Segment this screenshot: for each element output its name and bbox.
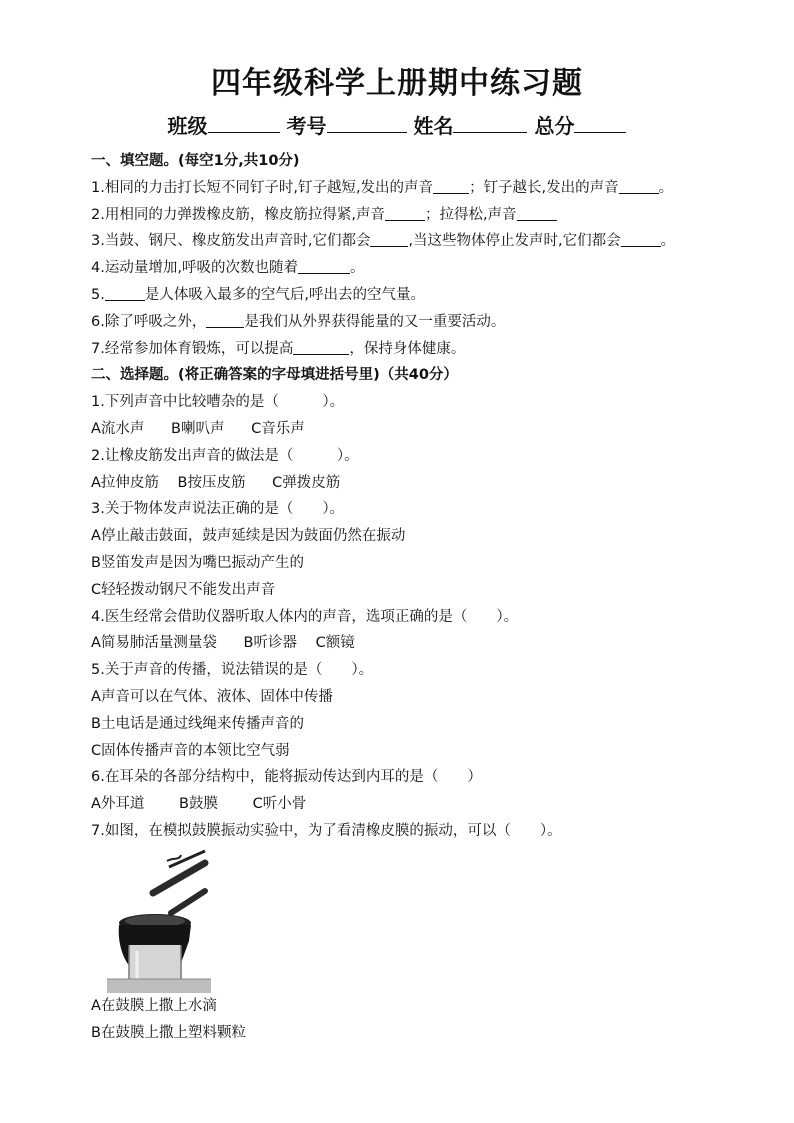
exam-content — [91, 148, 751, 1046]
option-a: A外耳道 — [91, 796, 145, 813]
choice-q7-option-b: B在鼓膜上撒上塑料颗粒 — [91, 1024, 246, 1041]
fill-q3-text-c: 。 — [660, 233, 676, 250]
fill-question-1 — [91, 175, 751, 202]
answer-blank — [293, 338, 349, 355]
fill-q6-text-a: 6.除了呼吸之外， — [91, 313, 207, 330]
option-c: C音乐声 — [251, 420, 305, 437]
choice-q6-options — [91, 791, 751, 818]
name-label: 姓名 — [413, 114, 454, 138]
choice-q7-stem: 7.如图，在模拟鼓膜振动实验中，为了看清橡皮膜的振动，可以（ ）。 — [91, 822, 562, 839]
choice-q6-stem: 6.在耳朵的各部分结构中，能将振动传达到内耳的是（ ） — [91, 769, 482, 786]
option-c: C额镜 — [315, 635, 355, 652]
option-c: C弹拨皮筋 — [272, 474, 341, 491]
choice-q2-stem: 2.让橡皮筋发出声音的做法是（ ）。 — [91, 447, 359, 464]
drum-membrane-photo — [107, 849, 211, 993]
class-blank — [208, 112, 280, 133]
fill-q3-text-b: ,当这些物体停止发声时,它们都会 — [408, 233, 621, 250]
option-b: B鼓膜 — [179, 796, 218, 813]
fill-q1-text-b: ；钉子越长,发出的声音 — [469, 179, 619, 196]
option-a: A拉伸皮筋 — [91, 474, 159, 491]
fill-q1-text-a: 1.相同的力击打长短不同钉子时,钉子越短,发出的声音 — [91, 179, 434, 196]
class-label: 班级 — [167, 114, 208, 138]
fill-q4-text-a: 4.运动量增加,呼吸的次数也随着 — [91, 260, 298, 277]
answer-blank — [298, 257, 350, 274]
option-b: B听诊器 — [243, 635, 297, 652]
choice-q1-options — [91, 416, 751, 443]
choice-q4-options — [91, 630, 751, 657]
option-b: B喇叭声 — [171, 420, 225, 437]
choice-q3-stem: 3.关于物体发声说法正确的是（ ）。 — [91, 501, 345, 518]
fill-question-2 — [91, 202, 751, 229]
fill-question-4 — [91, 255, 751, 282]
drum-experiment-figure — [91, 845, 751, 993]
answer-blank — [206, 311, 244, 328]
fill-q4-text-b: 。 — [349, 260, 365, 277]
answer-blank — [433, 177, 469, 194]
choice-q5-option-b: B土电话是通过线绳来传播声音的 — [91, 715, 304, 732]
choice-q3-option-b: B竖笛发声是因为嘴巴振动产生的 — [91, 554, 304, 571]
fill-q5-text-a: 5. — [91, 286, 105, 303]
choice-q5-option-a: A声音可以在气体、液体、固体中传播 — [91, 688, 333, 705]
fill-question-3 — [91, 228, 751, 255]
fill-q6-text-b: 是我们从外界获得能量的又一重要活动。 — [244, 313, 506, 330]
section-heading-fill-blank: 一、填空题。(每空1分,共10分) — [91, 153, 300, 169]
choice-q1-stem: 1.下列声音中比较嘈杂的是（ ）。 — [91, 394, 345, 411]
fill-question-5 — [91, 282, 751, 309]
choice-q3-option-a: A停止敲击鼓面，鼓声延续是因为鼓面仍然在振动 — [91, 528, 406, 545]
exam-no-blank — [327, 112, 407, 133]
fill-question-6 — [91, 309, 751, 336]
answer-blank — [370, 230, 408, 247]
option-a: A简易肺活量测量袋 — [91, 635, 217, 652]
fill-q1-text-c: 。 — [658, 179, 674, 196]
name-blank — [453, 112, 527, 133]
choice-q2-options — [91, 470, 751, 497]
choice-q4-stem: 4.医生经常会借助仪器听取人体内的声音，选项正确的是（ ）。 — [91, 608, 519, 625]
option-b: B按压皮筋 — [177, 474, 246, 491]
choice-q5-option-c: C固体传播声音的本领比空气弱 — [91, 742, 290, 759]
fill-q2-text-b: ；拉得松,声音 — [424, 206, 517, 223]
answer-blank — [517, 204, 557, 221]
answer-blank — [621, 230, 661, 247]
answer-blank — [619, 177, 659, 194]
student-info-line — [0, 110, 794, 139]
answer-blank — [385, 204, 425, 221]
fill-question-7 — [91, 336, 751, 363]
fill-q5-text-b: 是人体吸入最多的空气后,呼出去的空气量。 — [144, 286, 425, 303]
answer-blank — [105, 284, 145, 301]
choice-q3-option-c: C轻轻拨动钢尺不能发出声音 — [91, 581, 276, 598]
fill-q2-text-a: 2.用相同的力弹拨橡皮筋，橡皮筋拉得紧,声音 — [91, 206, 385, 223]
exam-no-label: 考号 — [286, 114, 327, 138]
choice-q5-stem: 5.关于声音的传播，说法错误的是（ ）。 — [91, 662, 374, 679]
option-a: A流水声 — [91, 420, 145, 437]
choice-q7-option-a: A在鼓膜上撒上水滴 — [91, 997, 217, 1014]
page-title: 四年级科学上册期中练习题 — [211, 66, 583, 101]
score-blank — [574, 112, 626, 133]
option-c: C听小骨 — [252, 796, 307, 813]
score-label: 总分 — [534, 114, 575, 138]
fill-q7-text-a: 7.经常参加体育锻炼，可以提高 — [91, 340, 294, 357]
section-heading-choice: 二、选择题。(将正确答案的字母填进括号里)（共40分） — [91, 367, 458, 384]
fill-q7-text-b: ，保持身体健康。 — [349, 340, 466, 357]
fill-q3-text-a: 3.当鼓、钢尺、橡皮筋发出声音时,它们都会 — [91, 233, 371, 250]
